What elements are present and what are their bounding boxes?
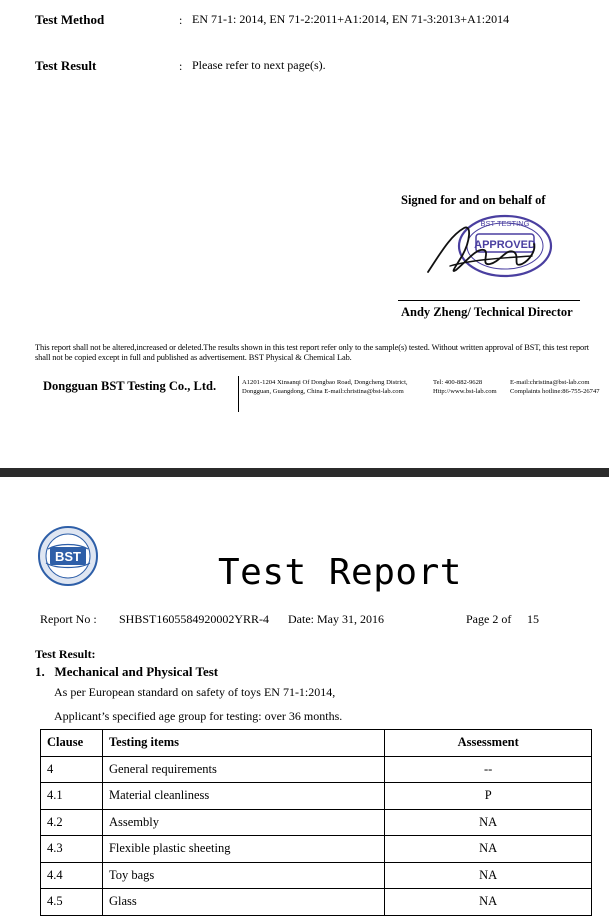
- age-group-paragraph: Applicant’s specified age group for testing: over 36 months.: [54, 709, 343, 723]
- testing-item-cell: Material cleanliness: [102, 783, 384, 810]
- company-name: Dongguan BST Testing Co., Ltd.: [43, 379, 217, 393]
- testing-item-cell: General requirements: [102, 756, 384, 783]
- report-no-value: SHBST1605584920002YRR-4: [119, 612, 270, 626]
- test-result-value: Please refer to next page(s).: [192, 58, 326, 72]
- clause-cell: 4.3: [41, 836, 103, 863]
- test-items-table: [40, 729, 592, 916]
- address-line-2: Dongguan, Guangdong, China E-mail:christina@bst-lab.com: [242, 388, 404, 395]
- table-row: [41, 756, 592, 783]
- clause-cell: 4.1: [41, 783, 103, 810]
- assessment-cell: NA: [385, 862, 592, 889]
- bst-logo-icon: [36, 525, 100, 587]
- clause-cell: 4.4: [41, 862, 103, 889]
- test-method-value: EN 71-1: 2014, EN 71-2:2011+A1:2014, EN 71-3:2013+A1:2014: [192, 12, 510, 26]
- address-line-1: A1201-1204 Xinsanqi Of Dongbao Road, Dongcheng District,: [242, 379, 408, 386]
- test-result-heading: Test Result:: [35, 647, 96, 661]
- logo-text: BST: [55, 549, 81, 564]
- report-date: Date: May 31, 2016: [288, 612, 384, 626]
- table-header-row: [41, 730, 592, 757]
- page-break-divider: [0, 468, 609, 477]
- report-heading: Test Report: [218, 552, 462, 593]
- header-clause: Clause: [41, 730, 103, 757]
- clause-cell: 4: [41, 756, 103, 783]
- report-no-label: Report No :: [40, 612, 97, 626]
- stamp-center-text: APPROVED: [474, 239, 536, 251]
- assessment-cell: NA: [385, 836, 592, 863]
- testing-item-cell: Toy bags: [102, 862, 384, 889]
- signed-on-behalf-label: Signed for and on behalf of: [401, 193, 546, 207]
- assessment-cell: P: [385, 783, 592, 810]
- assessment-cell: NA: [385, 889, 592, 916]
- test-result-colon: :: [179, 59, 183, 73]
- standard-paragraph: As per European standard on safety of toys EN 71-1:2014,: [54, 685, 336, 699]
- signature-line: [398, 300, 580, 301]
- address-divider: [238, 376, 239, 412]
- header-assessment: Assessment: [385, 730, 592, 757]
- clause-cell: 4.2: [41, 809, 103, 836]
- test-method-label: Test Method: [35, 12, 105, 27]
- website: Http://www.bst-lab.com: [433, 388, 497, 395]
- testing-item-cell: Glass: [102, 889, 384, 916]
- complaints-hotline: Complaints hotline:86-755-26747: [510, 388, 600, 395]
- page-label: Page 2 of: [466, 612, 512, 626]
- email: E-mail:christina@bst-lab.com: [510, 379, 590, 386]
- table-row: [41, 862, 592, 889]
- header-testing-items: Testing items: [102, 730, 384, 757]
- test-method-colon: :: [179, 13, 183, 27]
- page-total: 15: [527, 612, 539, 626]
- table-row: [41, 783, 592, 810]
- telephone: Tel: 400-882-9628: [433, 379, 483, 386]
- testing-item-cell: Assembly: [102, 809, 384, 836]
- assessment-cell: --: [385, 756, 592, 783]
- approved-stamp-icon: [420, 208, 560, 290]
- test-result-label: Test Result: [35, 58, 97, 73]
- assessment-cell: NA: [385, 809, 592, 836]
- table-row: [41, 809, 592, 836]
- stamp-top-text: BST TESTING: [480, 219, 530, 228]
- section-title: 1. Mechanical and Physical Test: [35, 664, 219, 679]
- disclaimer-text: This report shall not be altered,increased or deleted.The results shown in this test report refer only to the sample(s) tested. Without written approval of BST, this test report shall not be copied except in full and published as advertisement. BST Physical & Chemical Lab.: [35, 343, 590, 362]
- table-row: [41, 889, 592, 916]
- clause-cell: 4.5: [41, 889, 103, 916]
- table-row: [41, 836, 592, 863]
- testing-item-cell: Flexible plastic sheeting: [102, 836, 384, 863]
- signer-name: Andy Zheng/ Technical Director: [401, 305, 573, 319]
